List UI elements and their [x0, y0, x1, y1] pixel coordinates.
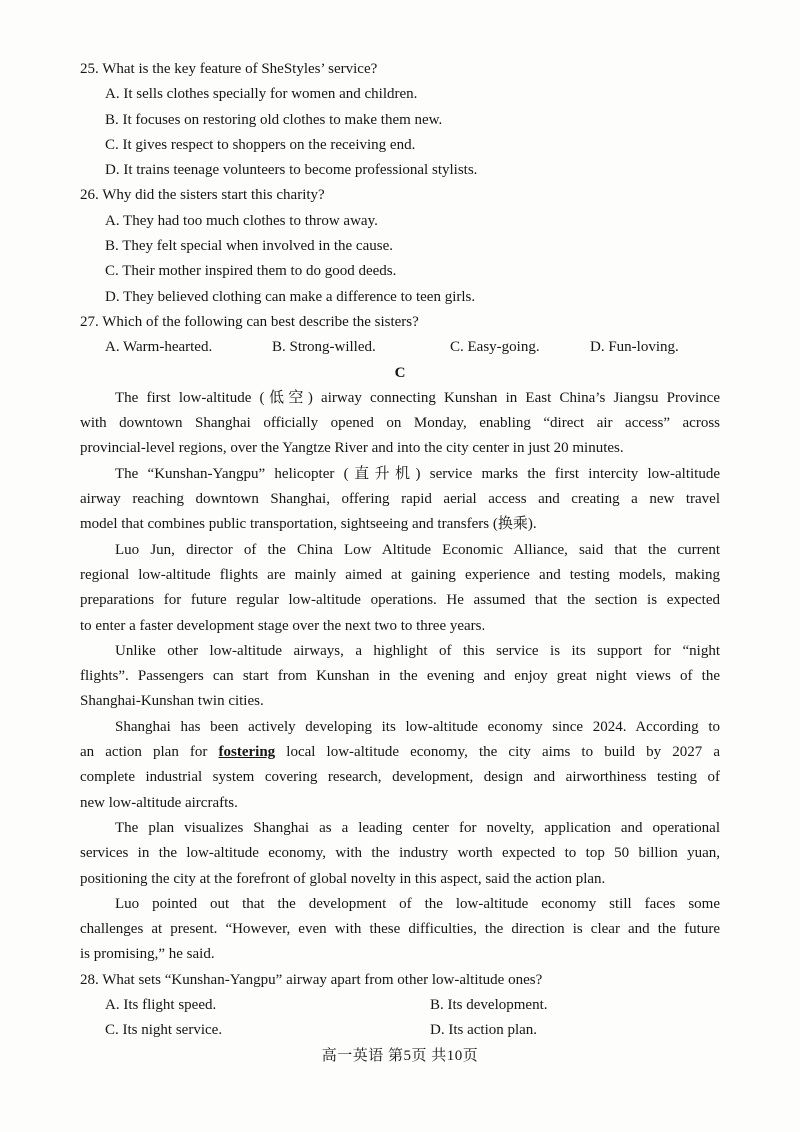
question-27	[0, 310, 800, 361]
paragraph-6	[0, 816, 800, 892]
passage-line: model that combines public transportation, sightseeing and transfers (换乘).	[80, 516, 537, 533]
question-25	[0, 57, 800, 183]
passage-line: to enter a faster development stage over the next two to three years.	[80, 617, 486, 634]
passage-line	[80, 740, 720, 765]
passage-line: positioning the city at the forefront of global novelty in this aspect, said the action plan.	[80, 870, 606, 887]
passage-line: Shanghai-Kunshan twin cities.	[80, 693, 264, 710]
option-c: C. Its night service.	[105, 1022, 223, 1039]
question-28	[0, 968, 800, 1044]
option-a: A. Warm-hearted.	[105, 339, 213, 356]
passage-line: complete industrial system covering research, development, design and airworthiness testing of	[80, 769, 720, 786]
option-b: B. Its development.	[430, 996, 548, 1013]
passage-line: preparations for future regular low-altitude operations. He assumed that the section is expected	[80, 592, 720, 609]
option-d: D. Fun-loving.	[590, 339, 679, 356]
section-heading: C	[394, 364, 406, 381]
option-a: A. They had too much clothes to throw away.	[105, 212, 378, 229]
passage-line: new low-altitude aircrafts.	[80, 794, 238, 811]
passage-line: is promising,” he said.	[80, 946, 215, 963]
option-c: C. Easy-going.	[450, 339, 540, 356]
option-b: B. Strong-willed.	[272, 339, 376, 356]
passage-line: services in the low-altitude economy, with the industry worth expected to top 50 billion yuan,	[80, 845, 720, 862]
paragraph-7	[0, 892, 800, 968]
passage-line: Luo pointed out that the development of the low-altitude economy still faces some	[115, 895, 720, 912]
option-b: B. It focuses on restoring old clothes to make them new.	[105, 111, 443, 128]
passage-line: challenges at present. “However, even with these difficulties, the direction is clear and the future	[80, 921, 720, 938]
option-a: A. Its flight speed.	[105, 996, 217, 1013]
options-row	[80, 335, 720, 360]
paragraph-1	[0, 386, 800, 462]
passage-line: airway reaching downtown Shanghai, offering rapid aerial access and creating a new travel	[80, 491, 720, 508]
question-26	[0, 183, 800, 309]
option-d: D. It trains teenage volunteers to become professional stylists.	[105, 162, 478, 179]
passage-line: Unlike other low-altitude airways, a highlight of this service is its support for “night	[115, 642, 720, 659]
paragraph-5	[0, 715, 800, 816]
question-stem: 27. Which of the following can best describe the sisters?	[80, 313, 419, 330]
passage-text: an action plan for	[80, 744, 219, 761]
passage-line: flights”. Passengers can start from Kunshan in the evening and enjoy great night views of the	[80, 668, 720, 685]
passage-line: Shanghai has been actively developing its low-altitude economy since 2024. According to	[115, 718, 720, 735]
option-a: A. It sells clothes specially for women and children.	[105, 86, 418, 103]
option-b: B. They felt special when involved in the cause.	[105, 238, 393, 255]
paragraph-2	[0, 462, 800, 538]
option-d: D. Its action plan.	[430, 1022, 538, 1039]
passage-line: Luo Jun, director of the China Low Altitude Economic Alliance, said that the current	[115, 541, 720, 558]
option-d: D. They believed clothing can make a difference to teen girls.	[105, 288, 476, 305]
options-row	[80, 993, 720, 1018]
paragraph-3	[0, 538, 800, 639]
page-footer: 高一英语 第5页 共10页	[321, 1047, 479, 1064]
passage-text: local low-altitude economy, the city aims to build by 2027 a	[275, 744, 720, 761]
paragraph-4	[0, 639, 800, 715]
passage-line: The first low-altitude (低空) airway connecting Kunshan in East China’s Jiangsu Province	[115, 389, 720, 406]
option-c: C. Their mother inspired them to do good deeds.	[105, 263, 397, 280]
passage-line: provincial-level regions, over the Yangtze River and into the city center in just 20 minutes.	[80, 440, 624, 457]
option-c: C. It gives respect to shoppers on the receiving end.	[105, 136, 416, 153]
question-stem: 28. What sets “Kunshan-Yangpu” airway apart from other low-altitude ones?	[80, 971, 543, 988]
question-stem: 26. Why did the sisters start this charity?	[80, 187, 325, 204]
passage-line: The “Kunshan-Yangpu” helicopter (直升机) service marks the first intercity low-altitude	[115, 465, 720, 482]
passage-line: regional low-altitude flights are mainly aimed at gaining experience and testing models, making	[80, 566, 720, 583]
underlined-word: fostering	[218, 744, 276, 761]
passage-line: The plan visualizes Shanghai as a leading center for novelty, application and operational	[115, 819, 720, 836]
passage-line: with downtown Shanghai officially opened on Monday, enabling “direct air access” across	[80, 415, 720, 432]
options-row	[80, 1018, 720, 1043]
question-stem: 25. What is the key feature of SheStyles’ service?	[80, 61, 378, 77]
